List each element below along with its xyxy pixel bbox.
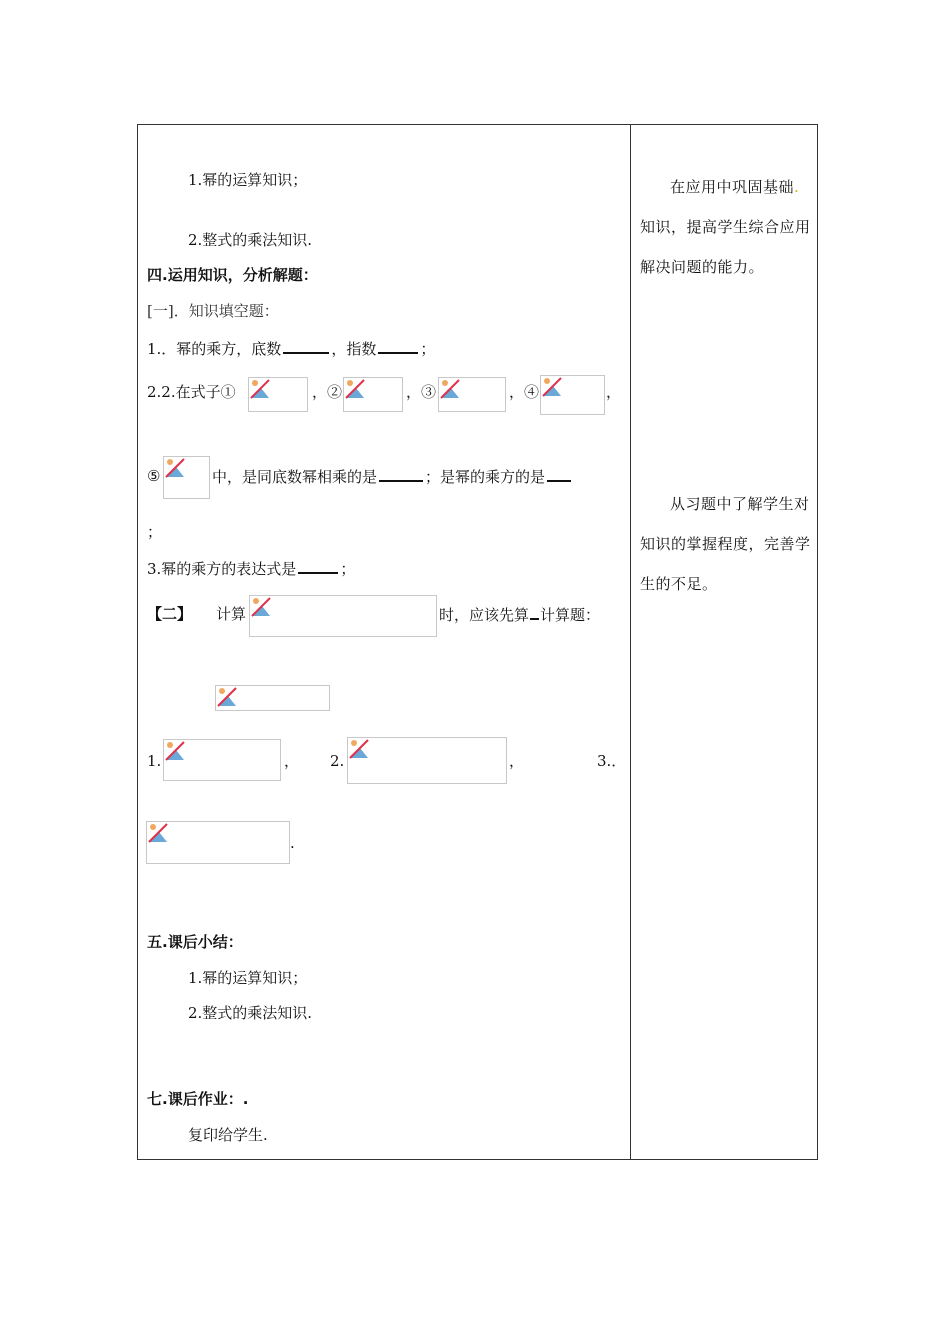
broken-image-icon <box>164 457 186 479</box>
q2-sep-3: ，④ <box>509 383 540 401</box>
subsection-2-blank <box>530 604 539 620</box>
subsection-2-after-text: 时，应该先算 <box>439 606 530 624</box>
q2-blank-same-base <box>379 466 423 482</box>
q3-blank <box>298 558 338 574</box>
column-divider <box>630 124 631 1160</box>
subsection-2-after <box>439 604 600 625</box>
formula-image-7 <box>215 685 330 711</box>
subsection-2-after-text-2: 计算题： <box>540 606 601 624</box>
calc-end: . <box>290 834 295 852</box>
calc-1-label: 1. <box>147 752 162 770</box>
q2-line2-mid: ；是幂的乘方的是 <box>425 468 546 486</box>
subsection-2-text: 计算 <box>216 605 247 623</box>
q2-sep-1: ，② <box>312 383 343 401</box>
section-4-heading: 四.运用知识，分析解题： <box>147 266 318 284</box>
q2-line2-prefix: ⑤ <box>147 467 161 485</box>
calc-comma-2: ， <box>509 752 525 770</box>
broken-image-icon <box>147 822 169 844</box>
q1-mid: ，指数 <box>331 340 377 358</box>
q2-line3: ； <box>147 523 163 541</box>
question-1 <box>147 338 435 359</box>
broken-image-icon <box>216 686 238 708</box>
q2-blank-power <box>547 466 571 482</box>
formula-image-5 <box>163 456 210 499</box>
q3-end: ； <box>340 560 356 578</box>
formula-image-9 <box>347 737 507 784</box>
summary-2: 2.整式的乘法知识. <box>188 1004 313 1022</box>
highlight-mark: . <box>794 178 800 196</box>
right-note-2 <box>640 484 812 604</box>
subsection-2-label: 【二】 <box>147 605 193 623</box>
q1-blank-base <box>283 338 329 354</box>
homework-text: 复印给学生. <box>188 1126 268 1144</box>
section-5-heading: 五.课后小结： <box>147 933 243 951</box>
calc-2-label: 2. <box>330 752 345 770</box>
question-3 <box>147 558 355 579</box>
broken-image-icon <box>164 740 186 762</box>
right-note-1-part-b: 知识，提高学生综合应用解决问题的能力。 <box>640 218 811 276</box>
right-note-2-text: 从习题中了解学生对知识的掌握程度，完善学生的不足。 <box>640 495 811 593</box>
subsection-1: [一]．知识填空题： <box>147 302 279 320</box>
formula-image-3 <box>438 377 506 412</box>
formula-image-4 <box>540 375 605 415</box>
formula-image-8 <box>163 739 281 781</box>
formula-image-1 <box>248 377 308 412</box>
item-1: 1.幂的运算知识； <box>188 171 308 189</box>
q2-line2-text: 中，是同底数幂相乘的是 <box>212 468 378 486</box>
formula-image-10 <box>146 821 290 864</box>
broken-image-icon <box>348 738 370 760</box>
broken-image-icon <box>249 378 271 400</box>
calc-3-label: 3.． <box>597 752 627 770</box>
calc-comma-1: ， <box>284 752 300 770</box>
q1-prefix: 1.．幂的乘方，底数 <box>147 340 282 358</box>
broken-image-icon <box>344 378 366 400</box>
q2-sep-4: ， <box>606 383 622 401</box>
q3-prefix: 3.幂的乘方的表达式是 <box>147 560 297 578</box>
broken-image-icon <box>541 376 563 398</box>
q2-sep-2: ，③ <box>406 383 437 401</box>
section-7-heading: 七.课后作业：. <box>147 1090 249 1108</box>
formula-image-2 <box>343 377 403 412</box>
broken-image-icon <box>439 378 461 400</box>
item-2: 2.整式的乘法知识. <box>188 231 313 249</box>
summary-1: 1.幂的运算知识； <box>188 969 308 987</box>
q2-prefix: 2.2.在式子① <box>147 383 236 401</box>
broken-image-icon <box>250 596 272 618</box>
q1-end: ； <box>420 340 436 358</box>
q1-blank-exponent <box>378 338 418 354</box>
right-note-1-part-a: 在应用中巩固基础 <box>670 178 795 196</box>
formula-image-6 <box>249 595 437 637</box>
q2-line2 <box>212 466 573 487</box>
right-note-1 <box>640 167 812 287</box>
